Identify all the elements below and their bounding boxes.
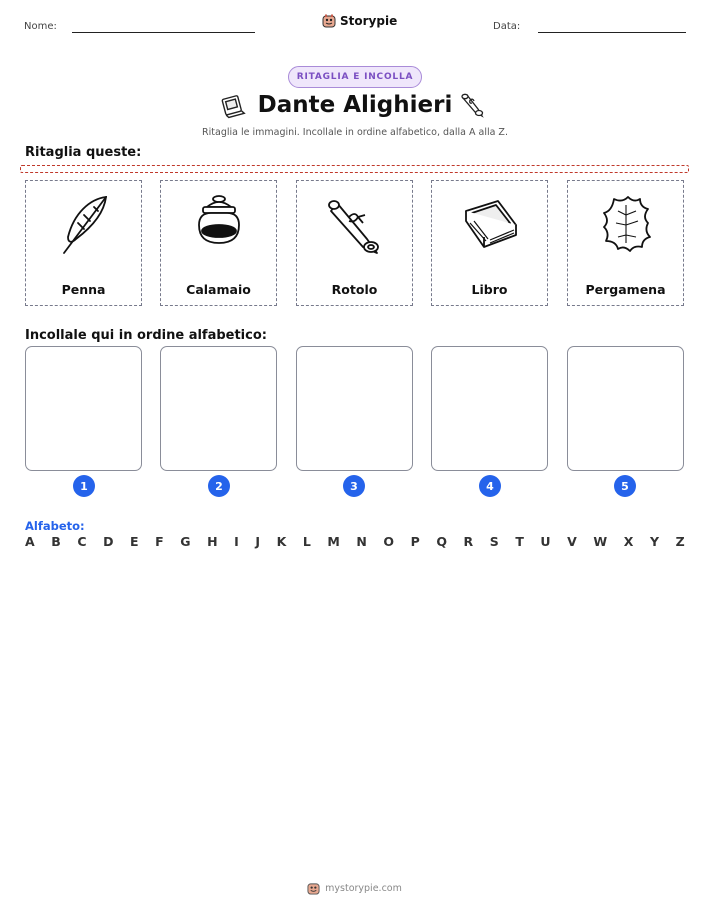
alphabet-strip <box>25 534 685 549</box>
footer <box>0 882 709 895</box>
feather-quill-icon <box>54 191 114 261</box>
storypie-mascot-icon <box>322 14 336 28</box>
alphabet-letter: S <box>489 534 499 549</box>
paste-slot-2[interactable] <box>160 346 277 471</box>
alphabet-letter: P <box>410 534 420 549</box>
cut-line <box>20 165 689 173</box>
alphabet-letter: H <box>207 534 218 549</box>
slot-number-badge: 4 <box>479 475 501 497</box>
cut-card-label: Calamaio <box>186 282 251 297</box>
cut-card-label: Pergamena <box>585 282 666 297</box>
alphabet-letter: K <box>276 534 287 549</box>
page-title: Dante Alighieri <box>257 92 453 118</box>
date-label: Data: <box>493 21 521 32</box>
alphabet-letter: I <box>234 534 239 549</box>
cut-card-rotolo[interactable] <box>296 180 413 306</box>
paste-section-heading: Incollale qui in ordine alfabetico: <box>25 328 267 343</box>
alphabet-letter: V <box>567 534 577 549</box>
cut-card-penna[interactable] <box>25 180 142 306</box>
paste-slot-4[interactable] <box>431 346 548 471</box>
alphabet-letter: M <box>327 534 340 549</box>
alphabet-letter: J <box>255 534 260 549</box>
alphabet-letter: U <box>540 534 551 549</box>
slot-number-badge: 3 <box>343 475 365 497</box>
alphabet-letter: B <box>51 534 61 549</box>
alphabet-letter: E <box>130 534 139 549</box>
alphabet-letter: W <box>593 534 608 549</box>
alphabet-letter: C <box>77 534 87 549</box>
alphabet-letter: O <box>383 534 395 549</box>
instructions-subtitle: Ritaglia le immagini. Incollale in ordine alfabetico, dalla A alla Z. <box>202 127 508 138</box>
alphabet-letter: F <box>155 534 164 549</box>
brand-logo <box>322 14 397 28</box>
cut-section-heading: Ritaglia queste: <box>25 145 142 160</box>
alphabet-letter: X <box>623 534 634 549</box>
paste-slot-1[interactable] <box>25 346 142 471</box>
alphabet-letter: N <box>356 534 367 549</box>
brand-name: Storypie <box>340 14 398 28</box>
slot-number-badge: 5 <box>614 475 636 497</box>
alphabet-letter: Y <box>649 534 659 549</box>
alphabet-letter: D <box>103 534 114 549</box>
activity-badge: RITAGLIA E INCOLLA <box>288 66 422 88</box>
cut-card-libro[interactable] <box>431 180 548 306</box>
footer-url[interactable]: mystorypie.com <box>325 883 402 894</box>
alphabet-letter: A <box>25 534 35 549</box>
slot-number-badge: 1 <box>73 475 95 497</box>
book-icon <box>460 191 520 261</box>
alphabet-letter: T <box>515 534 524 549</box>
cut-card-calamaio[interactable] <box>160 180 277 306</box>
date-field-line[interactable] <box>538 32 686 33</box>
cut-card-label: Libro <box>471 282 508 297</box>
alphabet-letter: Q <box>436 534 447 549</box>
cut-card-pergamena[interactable] <box>567 180 684 306</box>
paste-slot-3[interactable] <box>296 346 413 471</box>
cut-card-label: Rotolo <box>331 282 378 297</box>
alphabet-letter: G <box>180 534 191 549</box>
scroll-icon <box>458 90 488 120</box>
alphabet-letter: R <box>463 534 474 549</box>
storypie-mascot-icon <box>307 882 320 895</box>
scroll-icon <box>325 191 385 261</box>
alphabet-letter: L <box>302 534 311 549</box>
inkwell-icon <box>189 191 249 261</box>
alphabet-title: Alfabeto: <box>25 519 85 533</box>
name-field-line[interactable] <box>72 32 255 33</box>
cut-card-label: Penna <box>61 282 106 297</box>
name-label: Nome: <box>24 21 57 32</box>
alphabet-letter: Z <box>675 534 685 549</box>
parchment-icon <box>596 191 656 261</box>
slot-number-badge: 2 <box>208 475 230 497</box>
paste-slot-5[interactable] <box>567 346 684 471</box>
